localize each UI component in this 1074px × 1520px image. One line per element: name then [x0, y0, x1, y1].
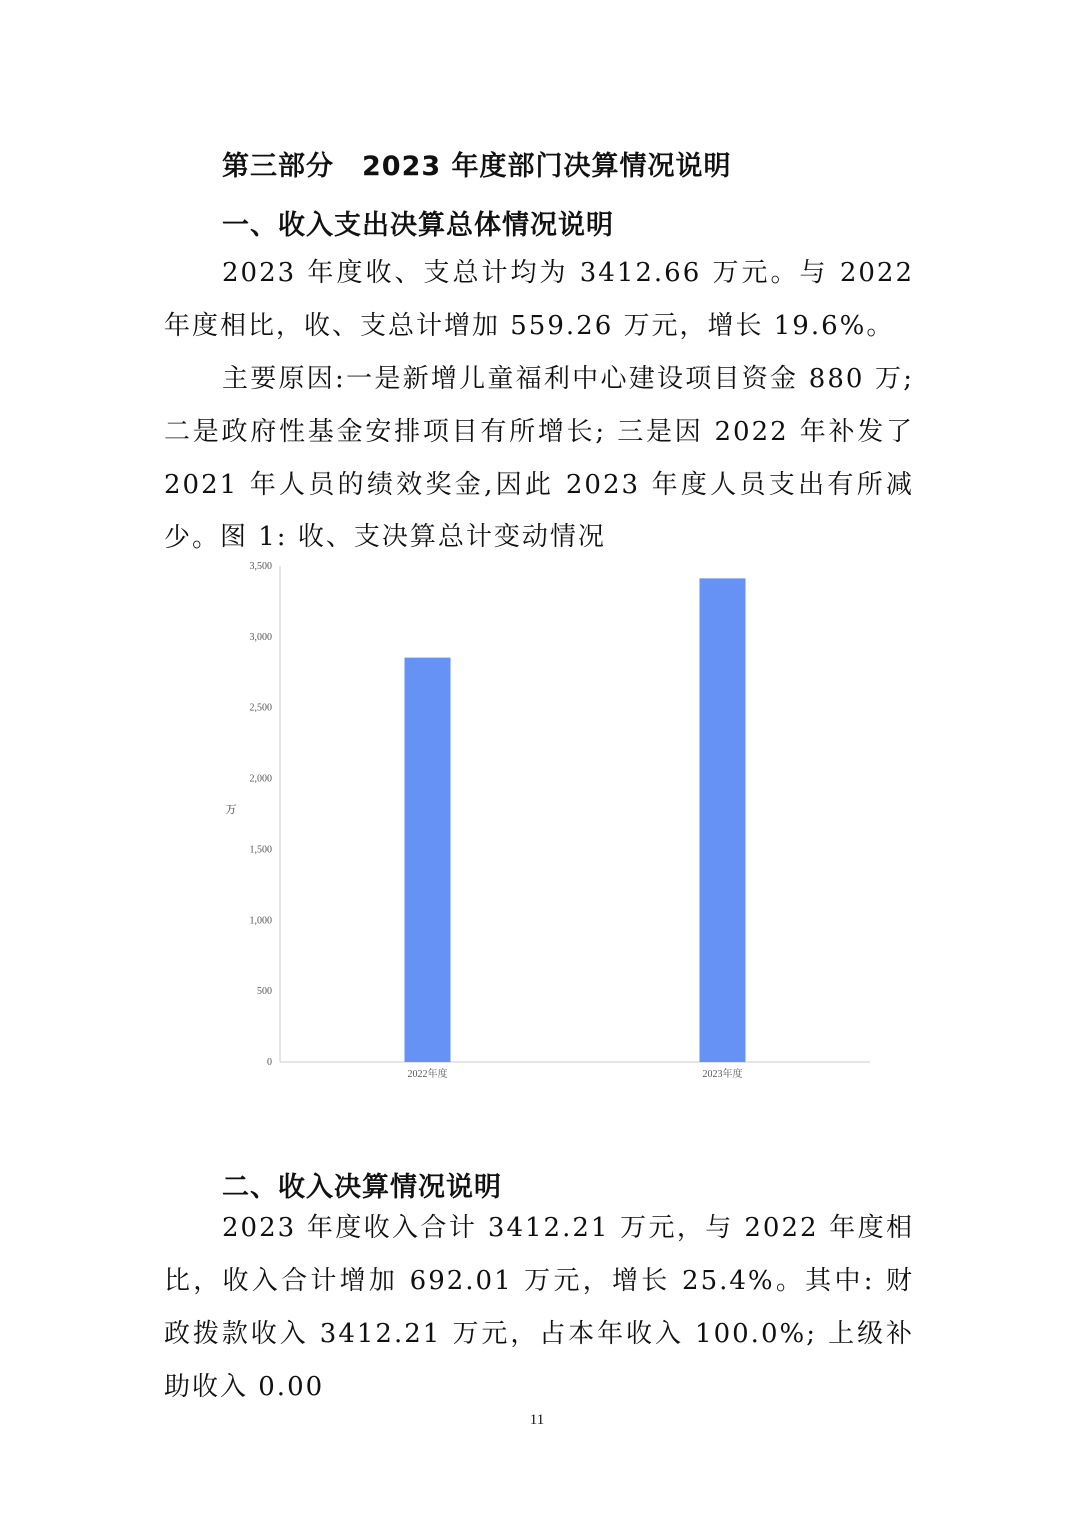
section2-heading: 二、收入决算情况说明 [222, 1172, 502, 1203]
section1-paragraph-1: 2023 年度收、支总计均为 3412.66 万元。与 2022 年度相比，收、支总计增加 559.26 万元，增长 19.6%。 [164, 258, 914, 341]
x-tick-label: 2023年度 [702, 1069, 743, 1080]
y-axis [250, 561, 281, 1068]
bar-2 [700, 578, 746, 1062]
income-expense-chart [215, 555, 885, 1085]
y-tick-label: 1,500 [249, 844, 272, 856]
y-tick-label: 2,500 [249, 702, 272, 714]
figure1-caption: 图 1: 收、支决算总计变动情况 [220, 522, 606, 552]
section1-heading: 一、收入支出决算总体情况说明 [222, 210, 614, 241]
x-tick-label: 2022年度 [407, 1069, 448, 1080]
part-title: 第三部分 2023 年度部门决算情况说明 [222, 151, 732, 182]
y-tick-label: 1,000 [249, 915, 272, 927]
y-tick-label: 3,500 [249, 561, 272, 572]
bar-1 [405, 658, 451, 1062]
y-tick-label: 3,000 [249, 631, 272, 643]
y-tick-label: 500 [257, 986, 272, 998]
y-tick-label: 2,000 [249, 773, 272, 785]
section2-paragraph-1: 2023 年度收入合计 3412.21 万元，与 2022 年度相比，收入合计增加 692.01 万元，增长 25.4%。其中: 财政拨款收入 3412.21 万元，占本年收入 100.0%; 上级补助收入 0.00 [164, 1213, 914, 1402]
y-tick-label: 0 [267, 1057, 272, 1068]
bars [405, 578, 746, 1062]
page-number: 11 [529, 1412, 545, 1428]
x-axis [280, 1062, 870, 1080]
y-axis-title: 万 [225, 803, 237, 816]
section1-paragraph-2: 主要原因:一是新增儿童福利中心建设项目资金 880 万;二是政府性基金安排项目有所增长; 三是因 2022 年补发了 2021 年人员的绩效奖金,因此 2023 年度人员支出有所减少。 [164, 364, 914, 553]
